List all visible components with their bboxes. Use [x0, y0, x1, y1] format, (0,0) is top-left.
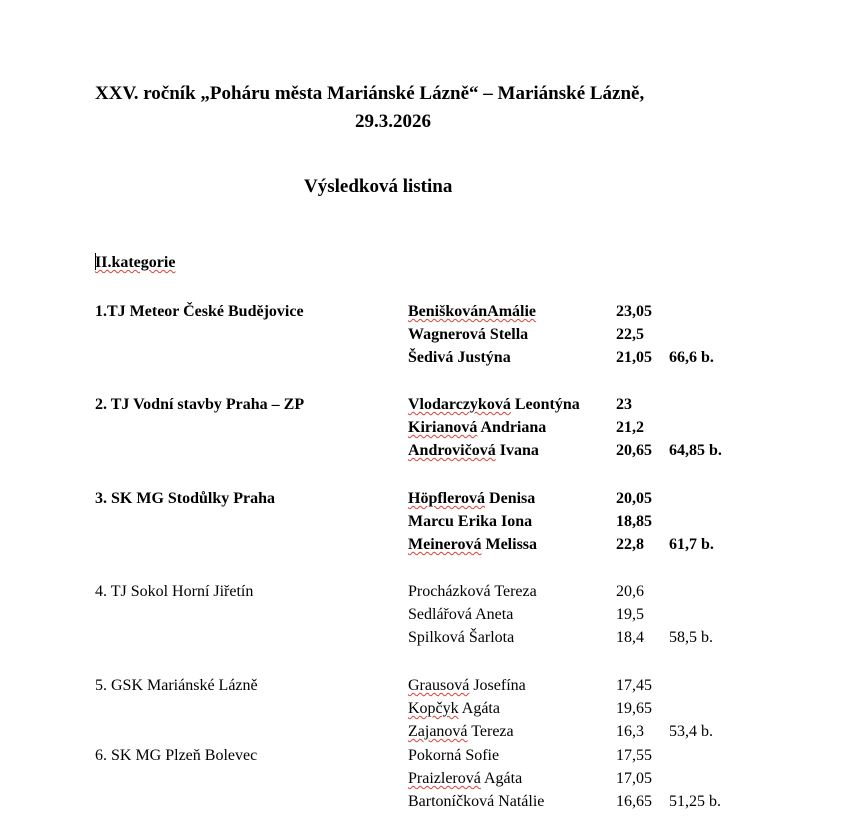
athlete-surname: Androvičová: [408, 442, 496, 459]
athlete-score: 23,05: [616, 303, 652, 320]
athlete-row: [0, 533, 854, 556]
athlete-score: 19,5: [616, 606, 644, 623]
athlete-name: [408, 439, 539, 462]
athlete-name: Šedivá Justýna: [408, 349, 511, 366]
athlete-row: [0, 626, 854, 649]
athlete-row: [0, 323, 854, 346]
athlete-row: [0, 767, 854, 790]
athlete-score: 16,3: [616, 723, 644, 740]
team-name: 5. GSK Mariánské Lázně: [95, 677, 258, 694]
athlete-surname: Meinerová: [408, 536, 482, 553]
team-total: 51,25 b.: [669, 793, 721, 810]
athlete-score: 19,65: [616, 700, 652, 717]
athlete-name: Sedlářová Aneta: [408, 606, 514, 623]
athlete-firstname: Ivana: [495, 442, 539, 459]
athlete-name: [408, 674, 526, 697]
athlete-score: 20,6: [616, 583, 644, 600]
athlete-surname: Kirianová: [408, 419, 478, 436]
athlete-row: [0, 416, 854, 439]
team-name: 3. SK MG Stodůlky Praha: [95, 490, 276, 507]
athlete-row: [0, 674, 854, 697]
athlete-row: [0, 510, 854, 533]
athlete-score: 23: [616, 396, 632, 413]
team-name: 6. SK MG Plzeň Bolevec: [95, 747, 258, 764]
athlete-surname: Höpflerová: [408, 490, 486, 507]
athlete-surname: Praizlerová: [408, 770, 481, 787]
athlete-name: [408, 767, 522, 790]
athlete-row: [0, 603, 854, 626]
athlete-score: 17,45: [616, 677, 652, 694]
athlete-row: [0, 744, 854, 767]
athlete-firstname: Tereza: [467, 723, 514, 740]
athlete-score: 20,65: [616, 442, 652, 459]
athlete-row: [0, 487, 854, 510]
athlete-row: [0, 439, 854, 462]
team-total: 61,7 b.: [669, 536, 714, 553]
title-line-1: XXV. ročník „Poháru města Mariánské Lázně“ – Mariánské Lázně,: [95, 83, 645, 104]
athlete-firstname: Andriana: [477, 419, 547, 436]
athlete-firstname: Leontýna: [510, 396, 580, 413]
team-total: 66,6 b.: [669, 349, 714, 366]
athlete-row: [0, 346, 854, 369]
athlete-score: 18,4: [616, 629, 644, 646]
team-name: 2. TJ Vodní stavby Praha – ZP: [95, 396, 305, 413]
athlete-name: [408, 416, 546, 439]
category-heading: [95, 253, 175, 272]
category-label: II.kategorie: [95, 254, 176, 271]
athlete-name: [408, 393, 580, 416]
athlete-row: [0, 720, 854, 743]
athlete-row: [0, 300, 854, 323]
team-name: 4. TJ Sokol Horní Jiřetín: [95, 583, 254, 600]
document-title: [95, 80, 735, 136]
athlete-score: 17,05: [616, 770, 652, 787]
athlete-row: [0, 790, 854, 813]
athlete-firstname: Denisa: [485, 490, 536, 507]
athlete-name: [408, 487, 535, 510]
athlete-score: 16,65: [616, 793, 652, 810]
team-total: 53,4 b.: [669, 723, 713, 740]
athlete-firstname: Agáta: [480, 770, 523, 787]
athlete-score: 21,2: [616, 419, 644, 436]
athlete-name: Procházková Tereza: [408, 583, 537, 600]
athlete-firstname: Josefína: [469, 677, 526, 694]
athlete-row: [0, 580, 854, 603]
athlete-surname: Vlodarczyková: [408, 396, 511, 413]
athlete-score: 22,8: [616, 536, 644, 553]
athlete-name: [408, 697, 500, 720]
athlete-name: Marcu Erika Iona: [408, 513, 533, 530]
title-line-2-date: 29.3.2026: [355, 111, 431, 132]
document-subtitle: Výsledková listina: [304, 176, 453, 197]
athlete-score: 18,85: [616, 513, 652, 530]
athlete-firstname: Melissa: [481, 536, 538, 553]
athlete-name: [408, 720, 514, 743]
athlete-name: Spilková Šarlota: [408, 629, 515, 646]
athlete-score: 20,05: [616, 490, 652, 507]
athlete-row: [0, 393, 854, 416]
athlete-surname: Zajanová: [408, 723, 468, 740]
team-total: 58,5 b.: [669, 629, 713, 646]
athlete-name: [408, 533, 537, 556]
athlete-surname: Kopčyk: [408, 700, 459, 717]
athlete-score: 17,55: [616, 747, 652, 764]
athlete-firstname: Agáta: [458, 700, 500, 717]
athlete-surname: Grausová: [408, 677, 470, 694]
athlete-score: 22,5: [616, 326, 644, 343]
athlete-name: Wagnerová Stella: [408, 326, 529, 343]
athlete-row: [0, 697, 854, 720]
team-name: 1.TJ Meteor České Budějovice: [95, 303, 304, 320]
athlete-name: Pokorná Sofie: [408, 747, 500, 764]
athlete-score: 21,05: [616, 349, 652, 366]
athlete-name: BeniškovánAmálie: [408, 303, 537, 320]
athlete-name: Bartoníčková Natálie: [408, 793, 545, 810]
team-total: 64,85 b.: [669, 442, 722, 459]
